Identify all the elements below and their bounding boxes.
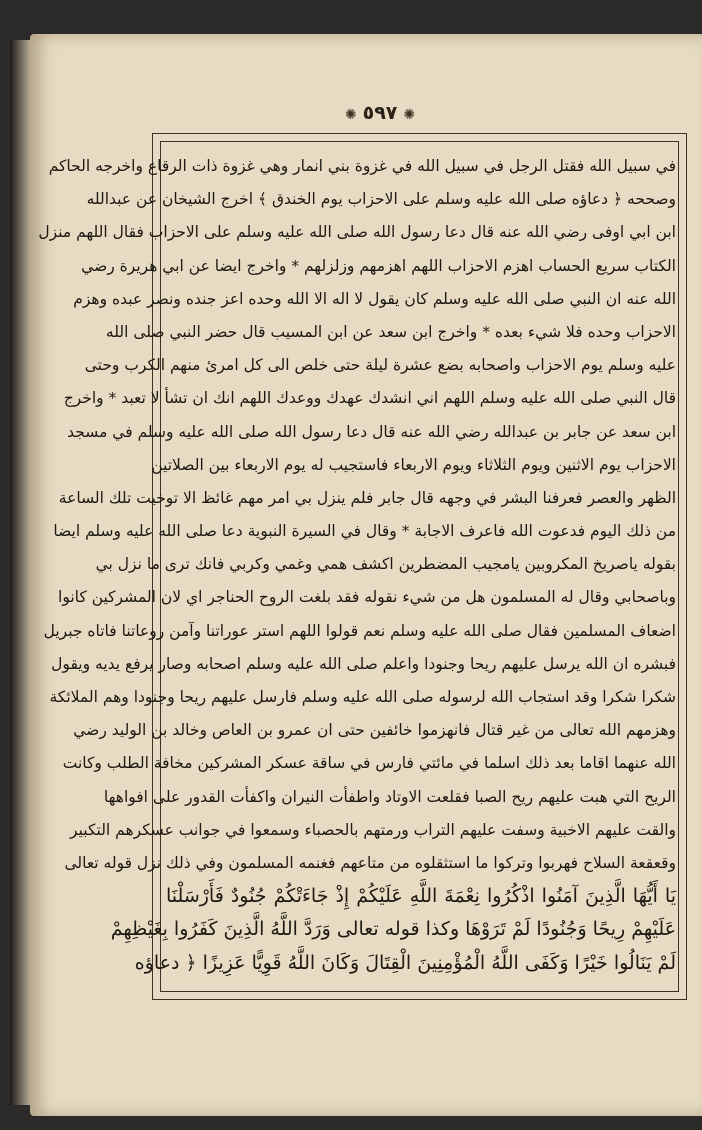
text-line: وباصحابي وقال له المسلمون هل من شيء نقوله فقد بلغت الروح الحناجر اي لان المشركين كانوا: [58, 588, 676, 607]
text-line: ابن سعد عن جابر بن عبدالله رضي الله عنه قال دعا رسول الله صلى الله عليه وسلم في مسجد: [67, 422, 676, 441]
text-line: وهزمهم الله تعالى من غير قتال فانهزموا خائفين حتى ان عمرو بن العاص وخالد بن الوليد رضي: [73, 721, 676, 740]
text-line: ابن ابي اوفى رضي الله عنه قال دعا رسول الله صلى الله عليه وسلم على الاحزاب فقال اللهم منزل: [38, 223, 676, 242]
text-line: شكرا شكرا وقد استجاب الله لرسوله صلى الله عليه وسلم فارسل عليهم ريحا وجنودا وهم الملائكة: [49, 688, 676, 706]
page-number: ٥٩٧: [362, 102, 398, 124]
quran-verse-line: لَمْ يَنَالُوا خَيْرًا وَكَفَى اللَّهُ الْمُؤْمِنِينَ الْقِتَالَ وَكَانَ اللَّهُ قَوِيًّا عَزِيزًا ﴿ دعاؤه: [134, 951, 676, 974]
text-line: من ذلك اليوم فدعوت الله فاعرف الاجابة * وقال في السيرة النبوية دعا صلى الله عليه وسلم ايضا: [53, 522, 676, 541]
text-line: عليه وسلم يوم الاحزاب واصحابه بضع عشرة ليلة حتى خلص الى كل امرئ منهم الكرب وحتى: [84, 356, 676, 375]
page-number-header: [320, 102, 440, 128]
text-line: وقعقعة السلاح فهربوا وتركوا ما استثقلوه من متاعهم فغنمه المسلمون وفي ذلك نزل قوله تعالى: [64, 853, 676, 872]
text-line: الظهر والعصر فعرفنا البشر في وجهه قال جابر فلم ينزل بي امر مهم غائظ الا توخيت تلك الساعة: [58, 488, 676, 507]
text-line: قال النبي صلى الله عليه وسلم اللهم اني انشدك عهدك ووعدك اللهم انك ان تشأ لا تعبد * واخرج: [63, 389, 676, 408]
ornament-left-icon: ✺: [344, 107, 357, 123]
ornament-right-icon: ✺: [403, 107, 416, 123]
text-body: [38, 150, 676, 980]
text-line: فبشره ان الله يرسل عليهم ريحا وجنودا واعلم صلى الله عليه وسلم اصحابه وصار يرفع يديه ويقول: [51, 654, 676, 673]
quran-verse-line: يَا أَيُّهَا الَّذِينَ آمَنُوا اذْكُرُوا نِعْمَةَ اللَّهِ عَلَيْكُمْ إِذْ جَاءَتْكُمْ جُنُودٌ فَأَرْسَلْنَا: [166, 885, 676, 908]
text-line: اضعاف المسلمين فقال صلى الله عليه وسلم نعم قولوا اللهم استر عوراتنا وآمن روعاتنا فاتاه جبريل: [43, 621, 676, 640]
text-line: الاحزاب وحده فلا شيء بعده * واخرج ابن سعد عن ابن المسيب قال حضر النبي صلى الله: [105, 322, 676, 341]
text-line: والقت عليهم الاخبية وسفت عليهم التراب ورمتهم بالحصباء وسمعوا في جوانب عسكرهم التكبير: [70, 820, 676, 839]
text-line: الاحزاب يوم الاثنين ويوم الثلاثاء ويوم الاربعاء فاستجيب له يوم الاربعاء بين الصلاتين: [151, 455, 676, 474]
text-line: الله عنهما اقاما بعد ذلك اسلما في مائتي فارس في ساقة عسكر المشركين مخافة الطلب وكانت: [62, 754, 676, 773]
text-line: وصححه ﴿ دعاؤه صلى الله عليه وسلم على الاحزاب يوم الخندق ﴾ اخرج الشيخان عن عبدالله: [86, 190, 676, 209]
text-line: الله عنه ان النبي صلى الله عليه وسلم كان يقول لا اله الا الله وحده اعز جنده ونصر عبده وهزم: [73, 289, 676, 308]
text-line: في سبيل الله فقتل الرجل في سبيل الله في غزوة بني انمار وهي غزوة ذات الرقاع واخرجه الحاكم: [48, 157, 676, 175]
text-line: الكتاب سريع الحساب اهزم الاحزاب اللهم اهزمهم وزلزلهم * واخرج ايضا عن ابي هريرة رضي: [81, 256, 676, 275]
text-line: الريح التي هبت عليهم ريح الصبا فقلعت الاوتاد واطفأت النيران واكفأت القدور على افواهها: [103, 787, 676, 806]
quran-verse-line: عَلَيْهِمْ رِيحًا وَجُنُودًا لَمْ تَرَوْهَا وكذا قوله تعالى وَرَدَّ اللَّهُ الَّذِينَ كَفَرُوا بِغَيْظِهِمْ: [110, 918, 676, 941]
text-line: بقوله ياصريخ المكروبين يامجيب المضطرين اكشف همي وغمي وكربي فانك ترى ما نزل بي: [95, 555, 676, 574]
